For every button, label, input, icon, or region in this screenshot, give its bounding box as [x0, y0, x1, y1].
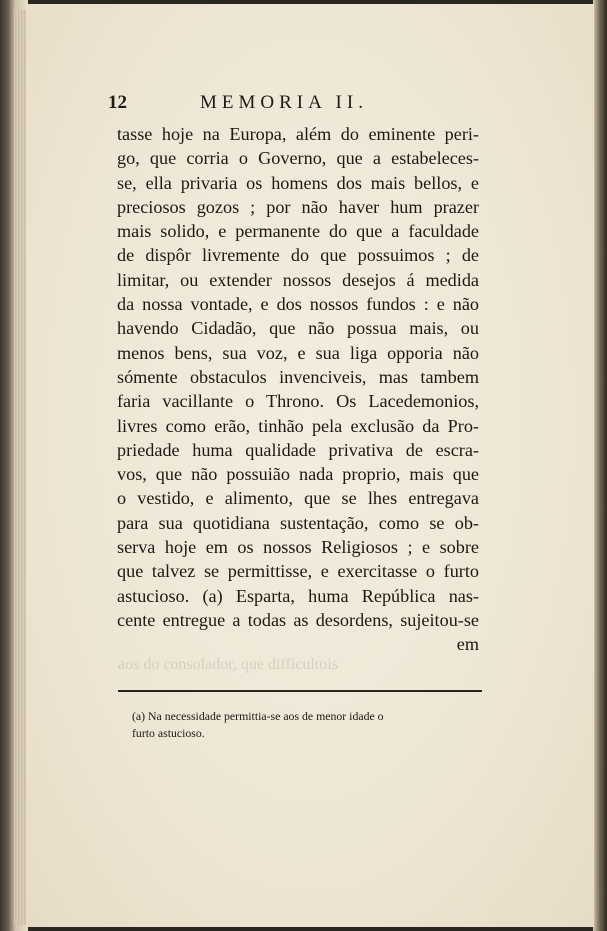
text-line: cente entregue a todas as desordens, sujeitou-se	[117, 609, 479, 630]
book-edge-right	[593, 0, 607, 931]
bleed-through-text: aos do consolador, que difficultois	[118, 656, 338, 673]
text-line: havendo Cidadão, que não possua mais, ou	[117, 318, 479, 339]
text-line: tasse hoje na Europa, além do eminente peri-	[117, 124, 479, 144]
page-header	[108, 92, 408, 118]
text-line: limitar, ou extender nossos desejos á medida	[117, 269, 479, 290]
text-line: preciosos gozos ; por não haver hum prazer	[117, 196, 479, 217]
text-line: de dispôr livremente do que possuimos ; de	[117, 245, 479, 266]
text-line: faria vacillante o Throno. Os Lacedemonios,	[117, 391, 479, 412]
text-line: da nossa vontade, e dos nossos fundos : e não	[117, 294, 479, 315]
text-line: go, que corria o Governo, que a estabeleces-	[117, 148, 479, 169]
catchword: em	[456, 634, 479, 655]
page-number: 12	[108, 92, 127, 113]
text-line: livres como erão, tinhão pela exclusão da Pro-	[117, 415, 479, 436]
running-head: MEMORIA II.	[200, 92, 368, 113]
text-line: que talvez se permittisse, e exercitasse o furto	[117, 561, 479, 582]
text-line: menos bens, sua voz, e sua liga opporia não	[117, 342, 479, 363]
text-line: serva hoje em os nossos Religiosos ; e sobre	[117, 537, 479, 558]
footnote-line: furto astucioso.	[132, 726, 205, 740]
text-line: priedade huma qualidade privativa de escra-	[117, 439, 479, 460]
text-line: para sua quotidiana sustentação, como se ob-	[117, 512, 479, 533]
footnote-line: (a) Na necessidade permittia-se aos de menor idade o	[132, 709, 384, 723]
body-text	[117, 122, 479, 657]
text-line: o vestido, e alimento, que se lhes entregava	[117, 488, 479, 509]
text-line: astucioso. (a) Esparta, huma República nas-	[117, 585, 479, 606]
text-line: mais solido, e permanente do que a faculdade	[117, 221, 479, 242]
text-line: vos, que não possuião nada proprio, mais que	[117, 464, 479, 485]
footnote-rule	[118, 690, 482, 692]
text-line: se, ella privaria os homens dos mais bellos, e	[117, 172, 479, 193]
footnote	[132, 708, 484, 742]
text-line: sómente obstaculos invenciveis, mas tambem	[117, 366, 479, 387]
